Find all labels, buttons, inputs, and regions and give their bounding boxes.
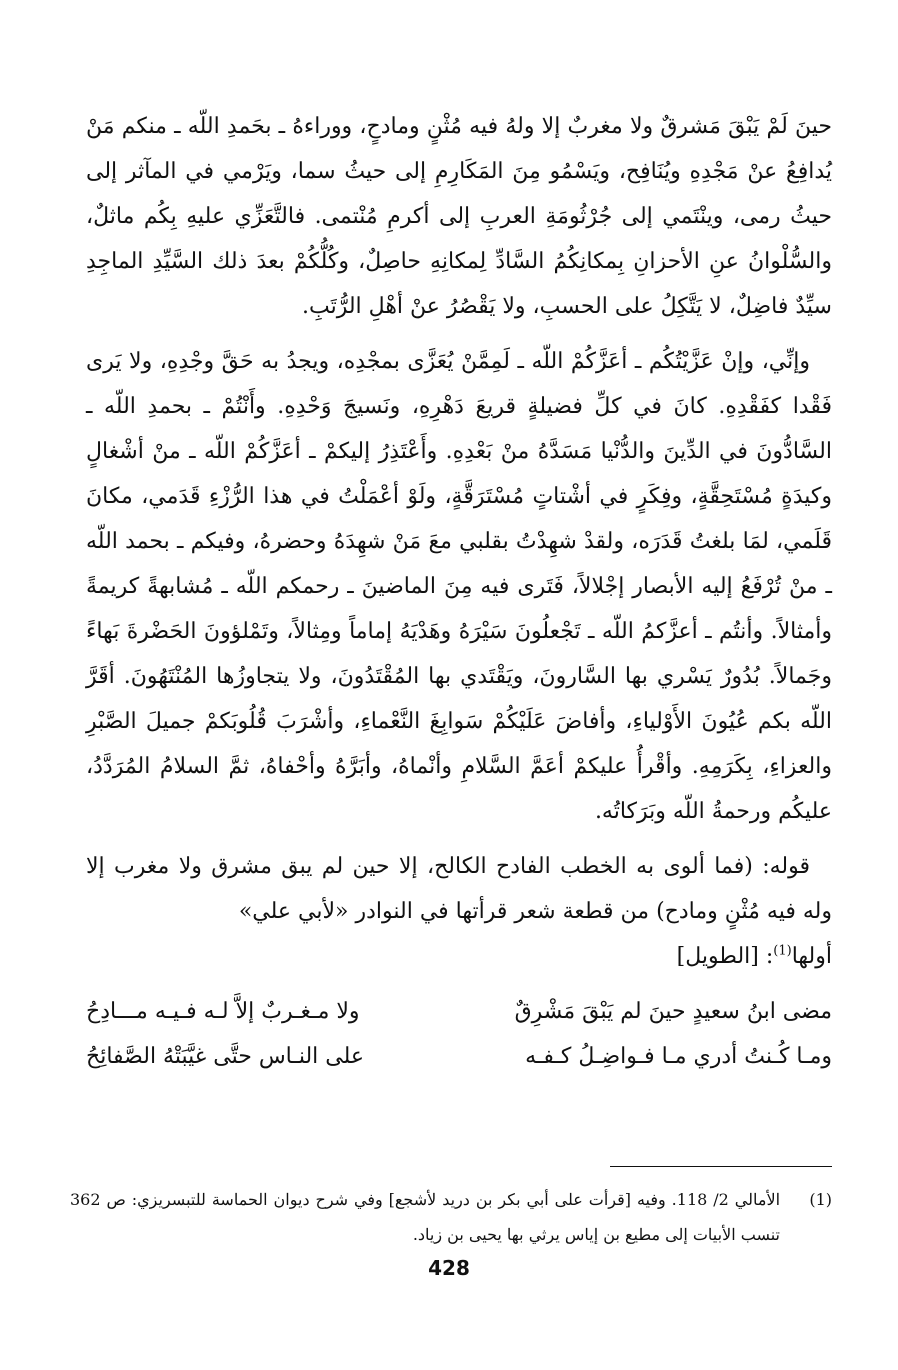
verse-second-hemistich: على النـاس حتَّى غيَّبَتْهُ الصَّفائِحُ bbox=[86, 1044, 365, 1069]
footnote-reference[interactable]: (1) bbox=[773, 943, 792, 959]
poem-verse bbox=[86, 989, 832, 1034]
paragraph-condolence-opening: حينَ لَمْ يَبْقَ مَشرقٌ ولا مغربٌ إلا ولهُ فيه مُثْنٍ ومادحٍ، ووراءهُ ـ بحَمدِ اللّه ـ منكم مَنْ يُدافِعُ عنْ مَجْدِهِ ويُنَافِح، ويَسْمُو مِنَ المَكَارِمِ إلى حيثُ سما، ويَرْمي في المآثر إلى حيثُ رمى، وينْتَمي إلى جُرْثُومَةِ العربِ إلى أكرمِ مُنْتمى. فالتَّعَزِّي عليهِ بِكُم ماثلٌ، والسُّلْوانُ عنِ الأحزانِ بِمكانِكُمُ السَّادِّ لِمكانِهِ حاصِلٌ، وكُلُّكُمْ بعدَ ذلك السَّيِّدِ الماجِدِ سيِّدٌ فاضِلٌ، لا يَتَّكِلُ على الحسبِ، ولا يَقْصُرُ عنْ أهْلِ الرُّتَبِ. bbox=[86, 114, 832, 319]
verse-first-hemistich: ومـا كُـنتُ أدري مـا فـواضِـلُ كـفـه bbox=[525, 1044, 832, 1069]
poem bbox=[86, 989, 832, 1079]
page-number: 428 bbox=[428, 1256, 470, 1280]
commentary-text: قوله: (فما ألوى به الخطب الفادح الكالح، إلا حين لم يبق مشرق ولا مغرب إلا وله فيه مُثْنٍ ومادح) من قطعة شعر قرأتها في النوادر «لأبي علي» bbox=[86, 854, 832, 924]
poem-meter-label: : [الطويل] bbox=[676, 944, 774, 969]
paragraph-condolence-apology: وإنِّي، وإنْ عَزَّيْتُكُم ـ أعَزَّكُمْ اللّه ـ لَمِمَّنْ يُعَزَّى بمجْدِه، ويجدُ به حَقَّ وجْدِهِ، ولا يَرى فَقْدا كفَقْدِهِ. كانَ في كلِّ فضيلةٍ قريعَ دَهْرِهِ، ونَسيجَ وَحْدِهِ. وأَنْتُمْ ـ بحمدِ اللّه ـ السَّادُّونَ في الدِّينَ والدُّنْيا مَسَدَّهُ منْ بَعْدِهِ. وأَعْتَذِرُ إليكمْ ـ أعَزَّكُمْ اللّه ـ منْ أشْغالٍ وكيدَةٍ مُسْتَحِقَّةٍ، وفِكَرٍ في أشْتاتٍ مُسْتَرَقَّةٍ، ولَوْ أعْمَلْتُ في هذا الرُّزْءِ قَدَمي، مكانَ قَلَمي، لمَا بلغتُ قَدَرَه، ولقدْ شهِدْتُ بقلبي معَ مَنْ شهِدَهُ وحضرهُ، وفيكم ـ بحمد اللّه ـ منْ تُرْفَعُ إليه الأبصار إجْلالاً، فَتَرى فيه مِنَ الماضينَ ـ رحمكم اللّه ـ مُشابهةً كريمةً وأمثالاً. وأنتُم ـ أعزَّكمُ اللّه ـ تَجْعلُونَ سَيْرَهُ وهَدْيَهُ إماماً ومِثالاً، وتَمْلؤونَ الحَضْرةَ بَهاءً وجَمالاً. بُدُورٌ يَسْري بها السَّارونَ، ويَقْتَدي بها المُقْتَدُونَ، ولا يتجاوزُها المُنْتَهُونَ. أقَرَّ اللّه بكم عُيُونَ الأَوْلياءِ، وأفاضَ عَلَيْكُمْ سَوابِغَ النَّعْماءِ، وأشْرَبَ قُلُوبَكمْ جميلَ الصَّبْرِ والعزاءِ، بِكَرَمِهِ. وأقْرأُ عليكمْ أعَمَّ السَّلامِ وأنْماهُ، وأبَرَّهُ وأحْفاهُ، ثمَّ السلامُ المُرَدَّدُ، عليكُم ورحمةُ اللّه وبَرَكاتُه. bbox=[86, 349, 832, 824]
footnote-marker: (1) bbox=[809, 1190, 832, 1209]
verse-second-hemistich: ولا مـغـربٌ إلاَّ لـه فـيـه مـــادِحُ bbox=[86, 999, 360, 1024]
footnote-text: الأمالي 2/ 118. وفيه [قرأت على أبي بكر بن دريد لأشجع] وفي شرح ديوان الحماسة للتبسريزي: ص 362 تنسب الأبيات إلى مطيع بن إياس يرثي بها يحيى بن زياد. bbox=[70, 1190, 781, 1244]
footnote-divider bbox=[610, 1166, 832, 1167]
poem-intro bbox=[677, 944, 832, 969]
verse-first-hemistich: مضى ابنُ سعيدٍ حينَ لم يَبْقَ مَشْرِقٌ bbox=[514, 999, 832, 1024]
main-text bbox=[86, 104, 832, 1079]
footnotes bbox=[70, 1182, 832, 1252]
paragraph-commentary bbox=[86, 844, 832, 979]
footnote-item bbox=[70, 1182, 832, 1252]
poem-intro-text: أولها bbox=[791, 944, 832, 969]
poem-verse bbox=[86, 1034, 832, 1079]
